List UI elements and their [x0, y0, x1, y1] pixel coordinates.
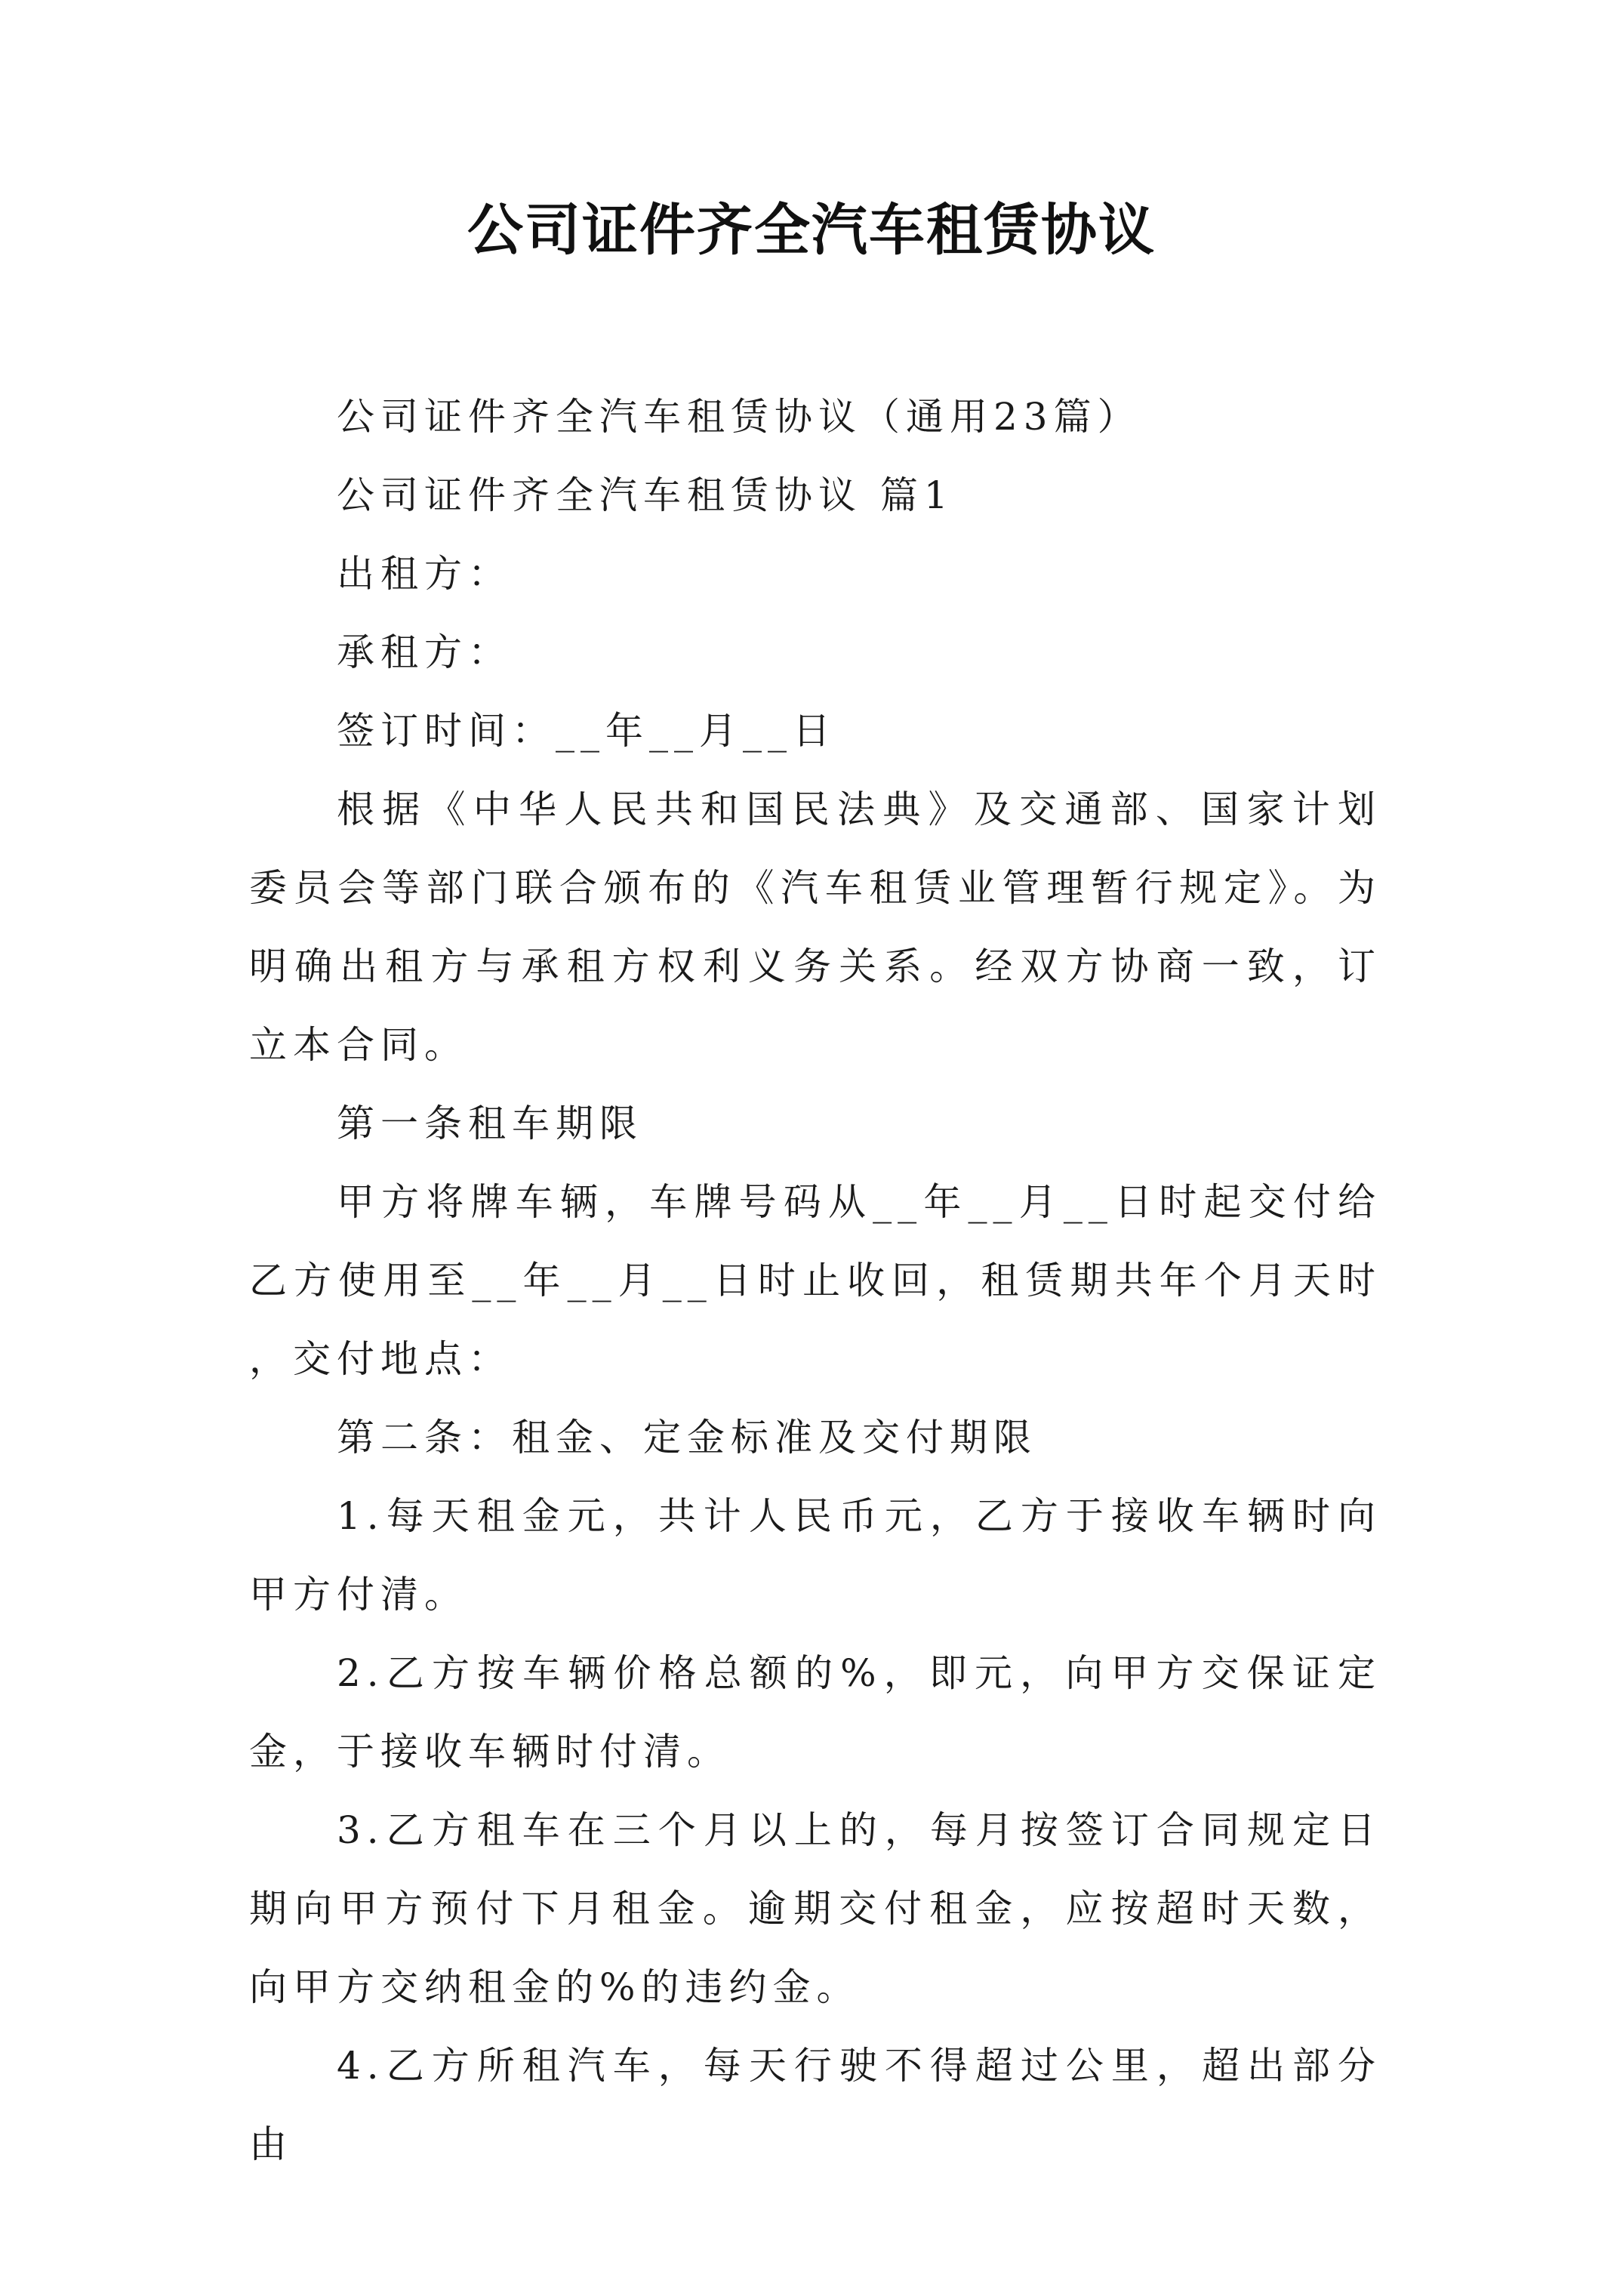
paragraph-clause-2: 2.乙方按车辆价格总额的%，即元，向甲方交保证定金，于接收车辆时付清。 [249, 1651, 1381, 1774]
paragraph-lessor: 出租方： [337, 552, 512, 596]
paragraph-lessee: 承租方： [337, 630, 512, 674]
paragraph-article-1-body: 甲方将牌车辆，车牌号码从__年__月__日时起交付给乙方使用至__年__月__日时止收回，租赁期共年个月天时，交付地点： [249, 1180, 1381, 1381]
paragraph-article-1-heading: 第一条租车期限 [337, 1102, 643, 1145]
paragraph-subtitle: 公司证件齐全汽车租赁协议（通用23篇） [337, 395, 1141, 439]
document-title: 公司证件齐全汽车租赁协议 [467, 198, 1156, 263]
paragraph-preamble: 根据《中华人民共和国民法典》及交通部、国家计划委员会等部门联合颁布的《汽车租赁业管理暂行规定》。为明确出租方与承租方权利义务关系。经双方协商一致，订立本合同。 [249, 787, 1381, 1067]
paragraph-sign-date: 签订时间：__年__月__日 [337, 709, 836, 753]
paragraph-clause-1: 1.每天租金元，共计人民币元，乙方于接收车辆时向甲方付清。 [249, 1494, 1381, 1616]
paragraph-clause-4: 4.乙方所租汽车，每天行驶不得超过公里，超出部分由 [249, 2044, 1381, 2166]
document-body [249, 378, 1381, 2184]
paragraph-clause-3: 3.乙方租车在三个月以上的，每月按签订合同规定日期向甲方预付下月租金。逾期交付租金，应按超时天数，向甲方交纳租金的%的违约金。 [249, 1808, 1381, 2009]
paragraph-section-heading: 公司证件齐全汽车租赁协议 篇1 [337, 473, 954, 517]
paragraph-article-2-heading: 第二条：租金、定金标准及交付期限 [337, 1416, 1037, 1459]
